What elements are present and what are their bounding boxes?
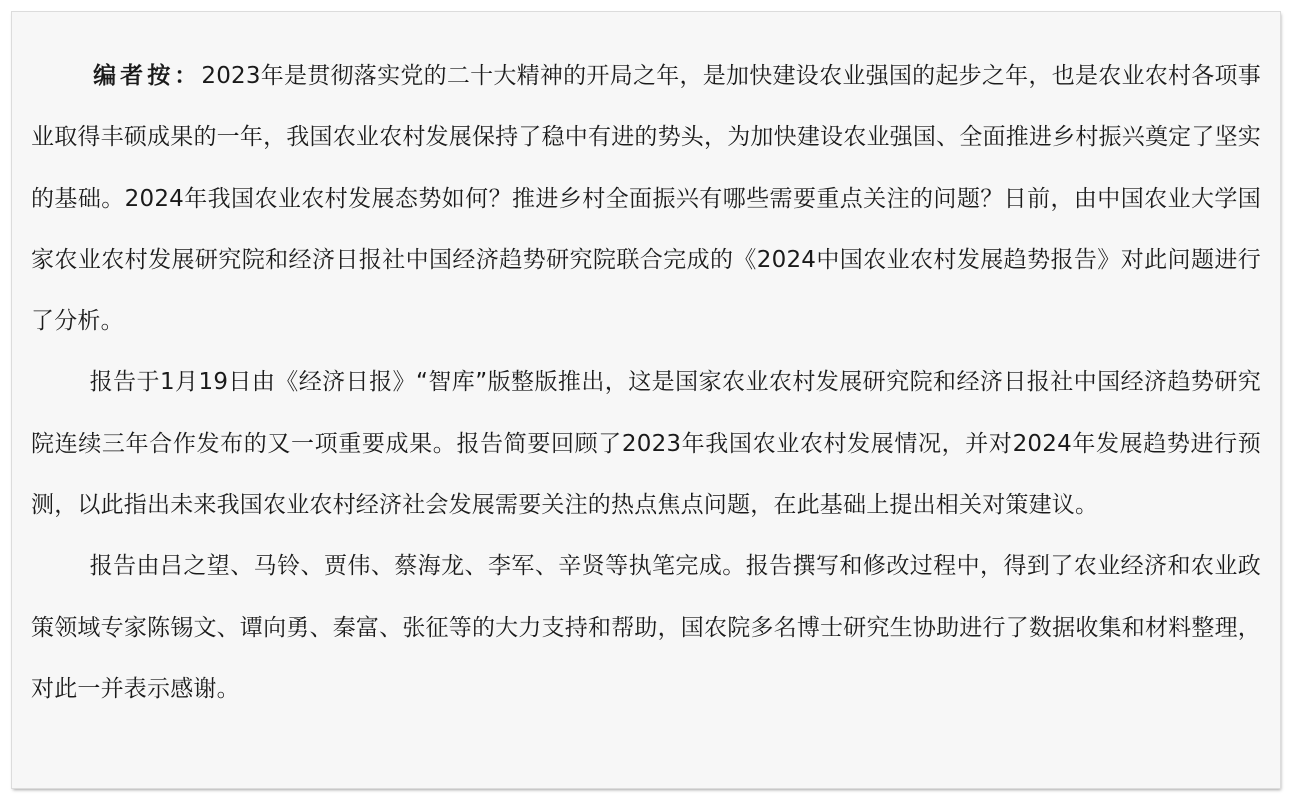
paragraph-intro-text: 2023年是贯彻落实党的二十大精神的开局之年，是加快建设农业强国的起步之年，也是农业农村各项事业取得丰硕成果的一年，我国农业农村发展保持了稳中有进的势头，为加快建设农业强国、全面推进乡村振兴奠定了坚实的基础。2024年我国农业农村发展态势如何？推进乡村全面振兴有哪些需要重点关注的问题？日前，由中国农业大学国家农业农村发展研究院和经济日报社中国经济趋势研究院联合完成的《2024中国农业农村发展趋势报告》对此问题进行了分析。 [31, 63, 1262, 335]
paragraph-intro [31, 45, 1261, 352]
paragraph-report-release: 报告于1月19日由《经济日报》“智库”版整版推出，这是国家农业农村发展研究院和经济日报社中国经济趋势研究院连续三年合作发布的又一项重要成果。报告简要回顾了2023年我国农业农村发展情况，并对2024年发展趋势进行预测，以此指出未来我国农业农村经济社会发展需要关注的热点焦点问题，在此基础上提出相关对策建议。 [31, 369, 1261, 519]
editor-note-label: 编者按： [93, 62, 202, 89]
editor-note-box [12, 12, 1280, 788]
paragraph-acknowledgements: 报告由吕之望、马铃、贾伟、蔡海龙、李军、辛贤等执笔完成。报告撰写和修改过程中，得到了农业经济和农业政策领域专家陈锡文、谭向勇、秦富、张征等的大力支持和帮助，国农院多名博士研究生协助进行了数据收集和材料整理，对此一并表示感谢。 [31, 553, 1261, 702]
editor-note-text [31, 45, 1261, 720]
